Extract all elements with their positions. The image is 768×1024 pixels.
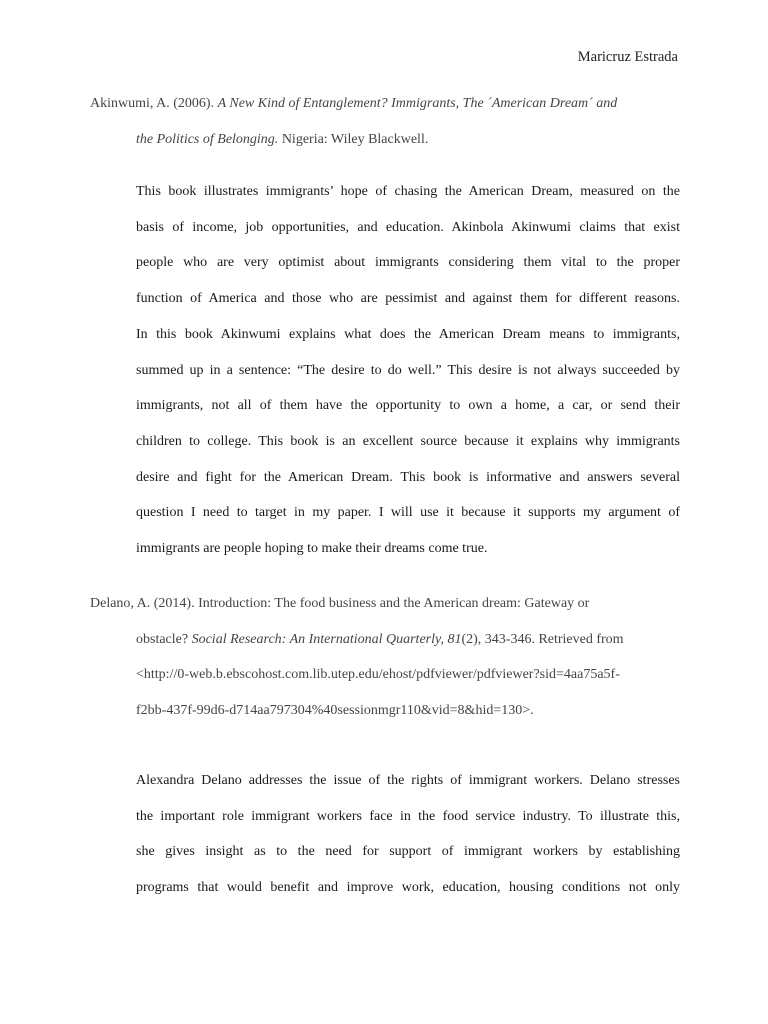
annotation-akinwumi [136, 174, 680, 567]
annotation-line: immigrants are people hoping to make their dreams come true. [136, 541, 488, 557]
annotation-line: basis of income, job opportunities, and education. Akinbola Akinwumi claims that exist [136, 219, 680, 235]
citation-title-part2: the Politics of Belonging. [136, 131, 279, 147]
annotation-line: This book illustrates immigrants’ hope of chasing the American Dream, measured on the [136, 184, 680, 199]
citation-delano [90, 586, 726, 728]
annotation-line: Alexandra Delano addresses the issue of the rights of immigrant workers. Delano stresses [136, 773, 680, 788]
citation-publisher: Nigeria: Wiley Blackwell. [281, 131, 429, 147]
annotation-line: she gives insight as to the need for support of immigrant workers by establishing [136, 844, 680, 860]
annotation-line: function of America and those who are pessimist and against them for different reasons. [136, 291, 680, 307]
annotation-line: desire and fight for the American Dream. This book is informative and answers several [136, 469, 680, 485]
citation-line1: Delano, A. (2014). Introduction: The food business and the American dream: Gateway or [90, 596, 590, 611]
citation-line2-post: (2), 343-346. Retrieved from [461, 631, 624, 647]
annotation-delano [136, 763, 680, 906]
annotation-line: summed up in a sentence: “The desire to do well.” This desire is not always succeeded by [136, 362, 680, 378]
citation-url-line1: <http://0-web.b.ebscohost.com.lib.utep.edu/ehost/pdfviewer/pdfviewer?sid=4aa75a5f- [136, 667, 620, 682]
citation-authors-date: Akinwumi, A. (2006). [90, 96, 215, 111]
citation-line2-pre: obstacle? [136, 631, 189, 647]
annotation-line: In this book Akinwumi explains what does the American Dream means to immigrants, [136, 326, 680, 342]
citation-title-part1: A New Kind of Entanglement? Immigrants, The ´American Dream´ and [217, 96, 618, 111]
annotation-line: children to college. This book is an excellent source because it explains why immigrants [136, 433, 680, 449]
annotation-line: question I need to target in my paper. I will use it because it supports my argument of [136, 505, 680, 521]
annotation-line: the important role immigrant workers face in the food service industry. To illustrate this, [136, 808, 680, 824]
citation-akinwumi [90, 86, 726, 157]
annotation-line: people who are very optimist about immigrants considering them vital to the proper [136, 255, 680, 271]
author-header: Maricruz Estrada [577, 49, 678, 65]
citation-journal: Social Research: An International Quarterly, 81 [191, 631, 462, 647]
citation-url-line2: f2bb-437f-99d6-d714aa797304%40sessionmgr110&vid=8&hid=130>. [136, 702, 534, 718]
annotation-line: programs that would benefit and improve work, education, housing conditions not only [136, 880, 680, 896]
annotation-line: immigrants, not all of them have the opportunity to own a home, a car, or send their [136, 398, 680, 414]
